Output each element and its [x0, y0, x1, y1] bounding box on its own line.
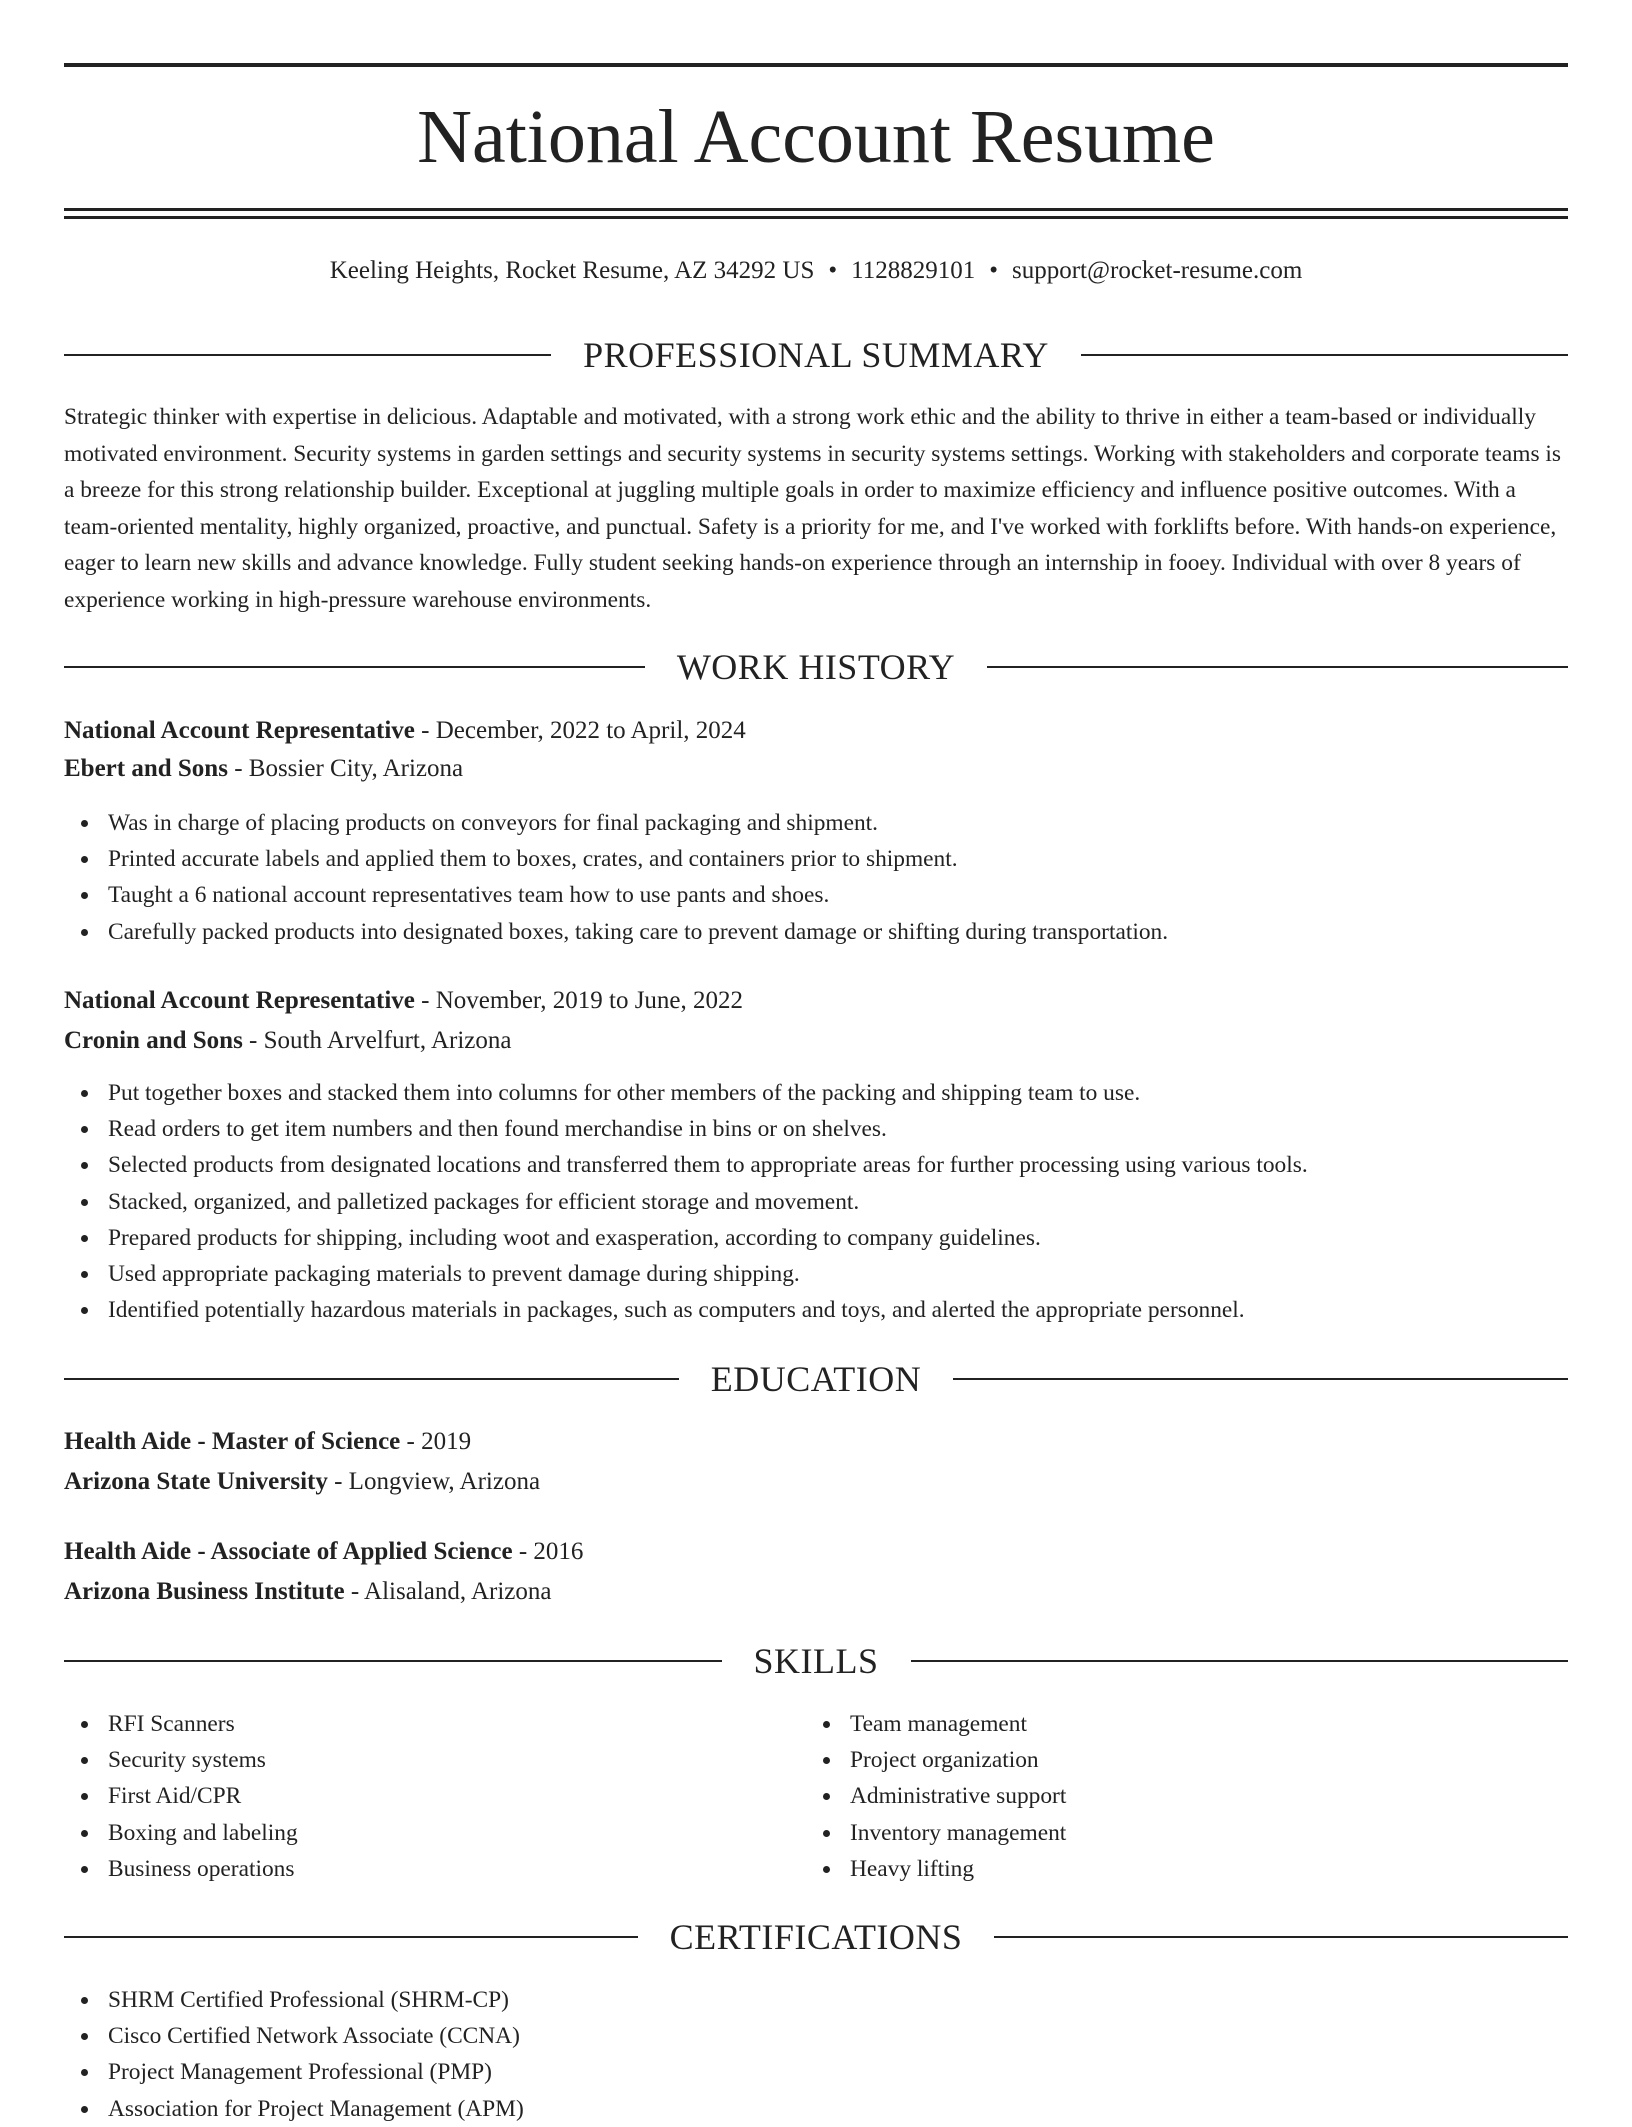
education-degree: Health Aide - Master of Science — [64, 1428, 401, 1455]
education-degree: Health Aide - Associate of Applied Science — [64, 1538, 513, 1565]
contact-address: Keeling Heights, Rocket Resume, AZ 34292 US — [329, 257, 815, 284]
education-degree-line — [64, 1423, 1568, 1461]
contact-separator: • — [989, 257, 998, 284]
list-item: Administrative support — [850, 1778, 1550, 1814]
contact-line — [64, 254, 1568, 288]
section-heading-education — [64, 1357, 1568, 1401]
section-heading-label: EDUCATION — [710, 1359, 922, 1399]
heading-rule — [64, 1936, 638, 1938]
title-double-rule-lower — [64, 216, 1568, 219]
heading-rule — [987, 666, 1568, 668]
list-item: Stacked, organized, and palletized packages for efficient storage and movement. — [108, 1184, 1612, 1220]
contact-phone: 1128829101 — [851, 257, 976, 284]
skills-list-left — [64, 1706, 808, 1887]
list-item: First Aid/CPR — [108, 1778, 808, 1814]
job-title-line — [64, 712, 1568, 750]
education-degree-line — [64, 1533, 1568, 1571]
education-school: Arizona State University — [64, 1468, 328, 1495]
section-heading-summary — [64, 333, 1568, 377]
list-item: Association for Project Management (APM) — [108, 2091, 1612, 2127]
list-item: Identified potentially hazardous materials in packages, such as computers and toys, and alerted the appropriate personnel. — [108, 1292, 1612, 1328]
list-item: Heavy lifting — [850, 1851, 1550, 1887]
list-item: Boxing and labeling — [108, 1815, 808, 1851]
resume-title: National Account Resume — [417, 95, 1215, 179]
heading-rule — [64, 354, 551, 356]
education-year: - 2019 — [400, 1428, 472, 1455]
heading-rule — [911, 1660, 1569, 1662]
list-item: Carefully packed products into designated boxes, taking care to prevent damage or shifting during transportation. — [108, 914, 1612, 950]
list-item: Put together boxes and stacked them into columns for other members of the packing and shipping team to use. — [108, 1075, 1612, 1111]
job-company: Cronin and Sons — [64, 1027, 243, 1054]
list-item: RFI Scanners — [108, 1706, 808, 1742]
section-heading-label: SKILLS — [753, 1641, 879, 1681]
section-heading-label: WORK HISTORY — [676, 647, 956, 687]
education-school: Arizona Business Institute — [64, 1578, 345, 1605]
heading-rule — [64, 1378, 679, 1380]
heading-rule — [64, 666, 645, 668]
job-location: - Bossier City, Arizona — [227, 755, 464, 782]
heading-rule — [64, 1660, 722, 1662]
heading-rule — [953, 1378, 1568, 1380]
list-item: Security systems — [108, 1742, 808, 1778]
list-item: Taught a 6 national account representatives team how to use pants and shoes. — [108, 877, 1612, 913]
list-item: Project Management Professional (PMP) — [108, 2054, 1612, 2090]
heading-rule — [994, 1936, 1568, 1938]
list-item: Project organization — [850, 1742, 1550, 1778]
list-item: Was in charge of placing products on conveyors for final packaging and shipment. — [108, 805, 1612, 841]
section-heading-certifications — [64, 1915, 1568, 1959]
list-item: Business operations — [108, 1851, 808, 1887]
list-item: Cisco Certified Network Associate (CCNA) — [108, 2018, 1612, 2054]
education-location: - Longview, Arizona — [327, 1468, 541, 1495]
job-company-line — [64, 750, 1568, 788]
certifications-list — [64, 1982, 1612, 2127]
list-item: Selected products from designated locations and transferred them to appropriate areas for further processing using various tools. — [108, 1147, 1612, 1183]
job-bullets — [64, 1075, 1612, 1328]
list-item: Printed accurate labels and applied them to boxes, crates, and containers prior to shipment. — [108, 841, 1612, 877]
job-title: National Account Representative — [64, 717, 415, 744]
title-double-rule-upper — [64, 208, 1568, 211]
section-heading-label: CERTIFICATIONS — [669, 1917, 963, 1957]
heading-rule — [1081, 354, 1568, 356]
education-school-line — [64, 1573, 1568, 1611]
education-location: - Alisaland, Arizona — [344, 1578, 552, 1605]
job-company: Ebert and Sons — [64, 755, 228, 782]
contact-email: support@rocket-resume.com — [1011, 257, 1303, 284]
list-item: Read orders to get item numbers and then found merchandise in bins or on shelves. — [108, 1111, 1612, 1147]
list-item: Inventory management — [850, 1815, 1550, 1851]
list-item: Prepared products for shipping, including woot and exasperation, according to company guidelines. — [108, 1220, 1612, 1256]
job-bullets — [64, 805, 1612, 950]
section-heading-skills — [64, 1639, 1568, 1683]
list-item: Team management — [850, 1706, 1550, 1742]
section-heading-label: PROFESSIONAL SUMMARY — [583, 335, 1049, 375]
list-item: Used appropriate packaging materials to prevent damage during shipping. — [108, 1256, 1612, 1292]
job-dates: - December, 2022 to April, 2024 — [414, 717, 746, 744]
job-location: - South Arvelfurt, Arizona — [242, 1027, 512, 1054]
job-company-line — [64, 1022, 1568, 1060]
top-rule — [64, 63, 1568, 67]
skills-list-right — [806, 1706, 1550, 1887]
job-dates: - November, 2019 to June, 2022 — [414, 987, 744, 1014]
list-item: SHRM Certified Professional (SHRM-CP) — [108, 1982, 1612, 2018]
education-year: - 2016 — [512, 1538, 584, 1565]
job-title-line — [64, 982, 1568, 1020]
contact-separator: • — [828, 257, 838, 284]
education-school-line — [64, 1463, 1568, 1501]
job-title: National Account Representative — [64, 987, 415, 1014]
section-heading-work-history — [64, 645, 1568, 689]
summary-text: Strategic thinker with expertise in delicious. Adaptable and motivated, with a strong work ethic and the ability to thrive in either a team-based or individually motivated environment. Security systems in garden settings and security systems in security systems settings. Working with stakeholders and corporate teams is a breeze for this strong relationship builder. Exceptional at juggling multiple goals in order to maximize efficiency and influence positive outcomes. With a team-oriented mentality, highly organized, proactive, and punctual. Safety is a priority for me, and I've worked with forklifts before. With hands-on experience, eager to learn new skills and advance knowledge. Fully student seeking hands-on experience through an internship in fooey. Individual with over 8 years of experience working in high-pressure warehouse environments. — [64, 404, 1562, 613]
